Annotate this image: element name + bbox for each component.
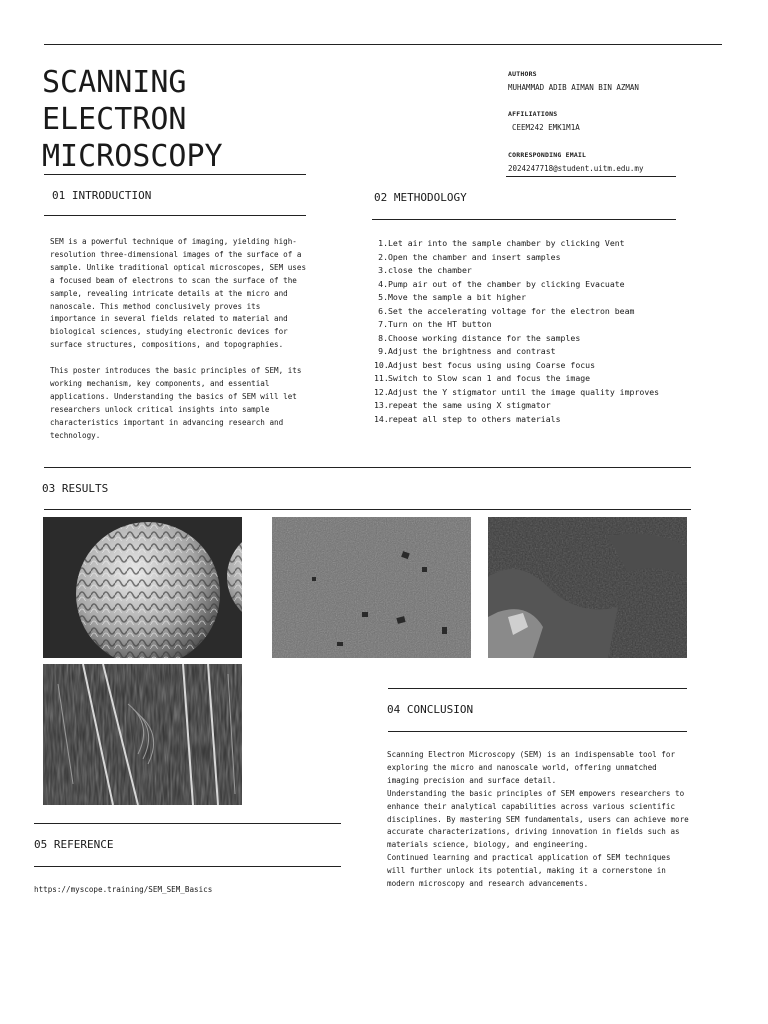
step-number: 6. bbox=[378, 305, 388, 316]
step-text: Turn on the HT button bbox=[388, 319, 492, 329]
methodology-step bbox=[374, 332, 659, 346]
affiliations-label: AFFILIATIONS bbox=[508, 110, 558, 118]
results-heading: 03 RESULTS bbox=[42, 482, 109, 495]
introduction-paragraph-2: This poster introduces the basic principles of SEM, its working mechanism, key components, and essential applications. Understanding the basics of SEM will let researchers unlock critical insights into sample characteristics important in advancing research and technology. bbox=[50, 366, 302, 440]
step-number: 12. bbox=[374, 386, 389, 397]
step-number: 3. bbox=[378, 265, 388, 275]
methodology-step bbox=[374, 251, 659, 265]
introduction-body bbox=[50, 236, 308, 456]
step-number: 2. bbox=[378, 251, 388, 262]
email-value[interactable]: 2024247718@student.uitm.edu.my bbox=[508, 164, 644, 173]
pollen-grain-micrograph bbox=[43, 517, 242, 658]
conclusion-heading: 04 CONCLUSION bbox=[387, 703, 474, 716]
fibrous-tissue-micrograph bbox=[43, 664, 242, 805]
conclusion-paragraph-1: Scanning Electron Microscopy (SEM) is an indispensable tool for exploring the micro and nanoscale world, offering unmatched imaging precision and surface detail. bbox=[387, 750, 676, 785]
results-top-rule bbox=[44, 467, 691, 468]
methodology-step bbox=[374, 264, 659, 278]
step-text: Let air into the sample chamber by clicking Vent bbox=[388, 238, 625, 248]
reference-top-rule bbox=[34, 823, 341, 824]
methodology-step bbox=[374, 278, 659, 292]
methodology-step bbox=[374, 386, 659, 400]
methodology-step bbox=[374, 291, 659, 305]
step-number: 10. bbox=[374, 359, 389, 370]
step-number: 4. bbox=[378, 278, 388, 289]
methodology-step bbox=[374, 237, 659, 251]
step-text: close the chamber bbox=[388, 265, 472, 275]
step-number: 11. bbox=[374, 373, 389, 383]
title-line-3: MICROSCOPY bbox=[42, 139, 223, 174]
email-label: CORRESPONDING EMAIL bbox=[508, 151, 587, 159]
methodology-step bbox=[374, 399, 659, 413]
step-text: repeat all step to others materials bbox=[388, 413, 561, 424]
poster-title bbox=[42, 64, 312, 175]
step-number: 8. bbox=[378, 332, 388, 343]
meta-rule bbox=[506, 176, 676, 177]
reference-heading: 05 REFERENCE bbox=[34, 838, 114, 851]
step-text: Open the chamber and insert samples bbox=[388, 251, 561, 262]
step-text: Adjust the brightness and contrast bbox=[388, 346, 556, 356]
step-number: 5. bbox=[378, 292, 388, 302]
reference-link[interactable]: https://myscope.training/SEM_SEM_Basics bbox=[34, 885, 213, 894]
title-line-1: SCANNING bbox=[42, 65, 187, 100]
conclusion-body bbox=[387, 749, 689, 891]
intro-top-rule bbox=[44, 174, 306, 175]
reference-bottom-rule bbox=[34, 866, 341, 867]
fractured-surface-micrograph bbox=[488, 517, 687, 658]
step-number: 1. bbox=[378, 238, 388, 248]
methodology-step bbox=[374, 372, 659, 386]
step-text: Pump air out of the chamber by clicking Evacuate bbox=[388, 278, 625, 289]
step-number: 9. bbox=[378, 346, 388, 356]
flat-surface-micrograph bbox=[272, 517, 471, 658]
step-number: 14. bbox=[374, 413, 389, 424]
methodology-step bbox=[374, 413, 659, 427]
methodology-step bbox=[374, 305, 659, 319]
methodology-step bbox=[374, 359, 659, 373]
affiliations-value: CEEM242 EMK1M1A bbox=[512, 123, 580, 132]
methodology-heading: 02 METHODOLOGY bbox=[374, 191, 467, 204]
methodology-step bbox=[374, 318, 659, 332]
authors-block bbox=[508, 70, 639, 92]
introduction-paragraph-1: SEM is a powerful technique of imaging, yielding high-resolution three-dimensional images of the surface of a sample. Unlike traditional optical microscopes, SEM uses a focused beam of electrons to scan the surface of the sample, revealing intricate details at the micro and nanoscale. This method conclusively proves its importance in several fields related to material and biological sciences, studying electronic devices for surface structures, compositions, and topographies. bbox=[50, 237, 307, 350]
step-number: 13. bbox=[374, 400, 389, 410]
conclusion-paragraph-2: Understanding the basic principles of SEM empowers researchers to enhance their analytical capabilities across various scientific disciplines. By mastering SEM fundamentals, users can achieve more accurate characterizations, driving innovation in fields such as materials science, biology, and engineering. bbox=[387, 788, 689, 850]
top-rule bbox=[44, 44, 722, 45]
conclusion-bottom-rule bbox=[388, 731, 687, 732]
step-text: repeat the same using X stigmator bbox=[388, 400, 551, 410]
methodology-steps bbox=[374, 237, 659, 426]
step-number: 7. bbox=[378, 319, 388, 329]
step-text: Switch to Slow scan 1 and focus the image bbox=[388, 373, 591, 383]
authors-value: MUHAMMAD ADIB AIMAN BIN AZMAN bbox=[508, 83, 639, 92]
step-text: Move the sample a bit higher bbox=[388, 292, 527, 302]
conclusion-paragraph-3: Continued learning and practical application of SEM techniques will further unlock its potential, making it a cornerstone in modern microscopy and research advancements. bbox=[387, 853, 671, 889]
introduction-heading: 01 INTRODUCTION bbox=[52, 189, 152, 202]
conclusion-top-rule bbox=[388, 688, 687, 689]
affiliations-block bbox=[508, 110, 580, 132]
methodology-step bbox=[374, 345, 659, 359]
step-text: Set the accelerating voltage for the electron beam bbox=[388, 305, 635, 316]
authors-label: AUTHORS bbox=[508, 70, 537, 78]
results-bottom-rule bbox=[44, 509, 691, 510]
title-line-2: ELECTRON bbox=[42, 102, 187, 137]
methodology-rule bbox=[372, 219, 676, 220]
step-text: Choose working distance for the samples bbox=[388, 332, 581, 343]
email-block bbox=[508, 151, 643, 173]
step-text: Adjust best focus using using Coarse focus bbox=[388, 359, 596, 370]
intro-bottom-rule bbox=[44, 215, 306, 216]
step-text: Adjust the Y stigmator until the image quality improves bbox=[388, 386, 660, 397]
